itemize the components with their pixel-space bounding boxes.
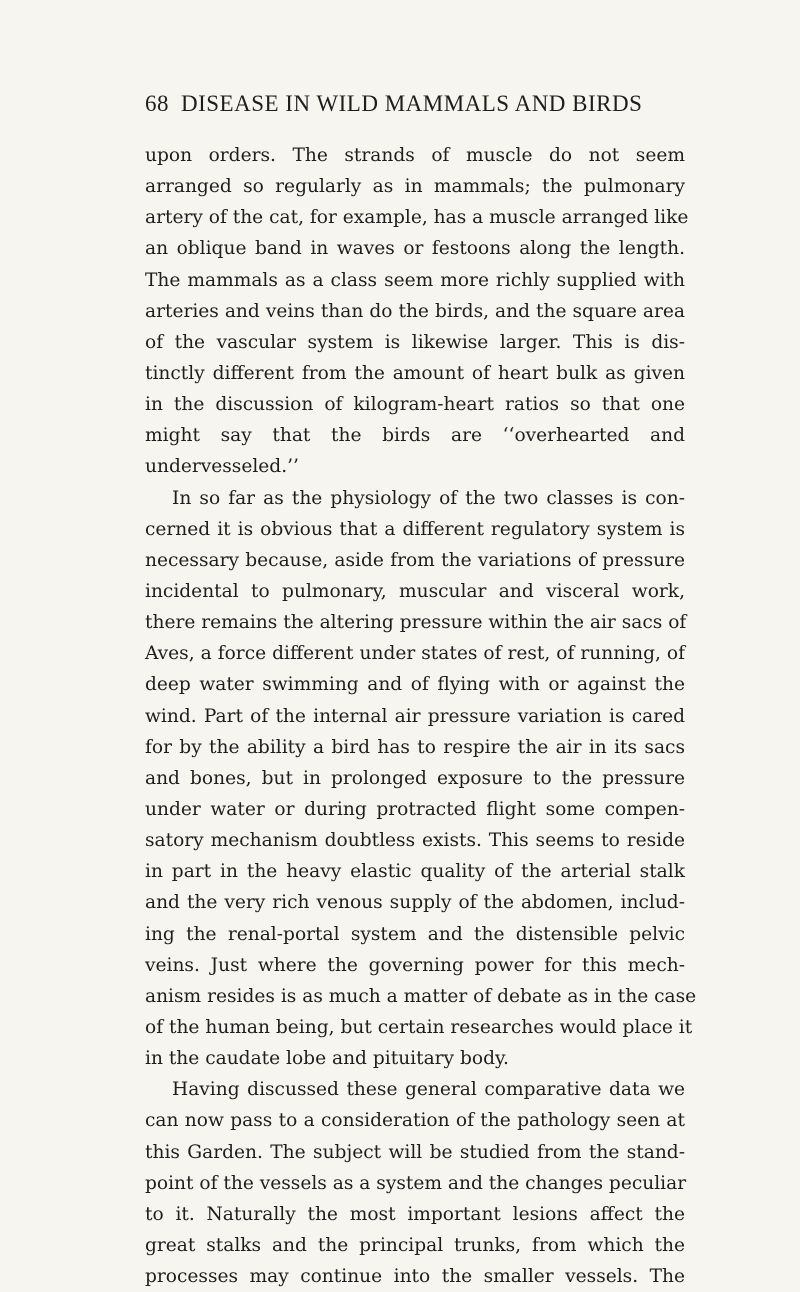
text-line: there remains the altering pressure within the air sacs of <box>145 612 687 634</box>
text-line: upon orders. The strands of muscle do not seem <box>145 145 685 166</box>
text-line: great stalks and the principal trunks, from which the <box>145 1234 685 1256</box>
text-line: under water or during protracted flight some compen- <box>145 798 685 820</box>
text-line: tinctly different from the amount of heart bulk as given <box>145 362 685 384</box>
text-line: in part in the heavy elastic quality of the arterial stalk <box>145 861 685 883</box>
paragraph-first-line: In so far as the physiology of the two classes is con- <box>172 487 685 509</box>
text-line: The mammals as a class seem more richly supplied with <box>145 269 685 291</box>
paragraph-first-line: Having discussed these general comparative data we <box>172 1079 685 1101</box>
text-line: in the discussion of kilogram-heart ratios so that one <box>145 394 685 416</box>
page-number: 68 <box>145 91 169 116</box>
text-line: for by the ability a bird has to respire the air in its sacs <box>145 736 685 758</box>
text-line: to it. Naturally the most important lesions affect the <box>145 1203 685 1225</box>
text-line: satory mechanism doubtless exists. This seems to reside <box>145 830 685 852</box>
text-line: an oblique band in waves or festoons along the length. <box>145 238 685 260</box>
text-line: necessary because, aside from the variations of pressure <box>145 549 685 571</box>
text-line: arteries and veins than do the birds, and the square area <box>145 300 685 322</box>
paragraph-last-line: in the caudate lobe and pituitary body. <box>145 1048 509 1070</box>
text-line: artery of the cat, for example, has a muscle arranged like <box>145 207 689 229</box>
text-line: cerned it is obvious that a different regulatory system is <box>145 518 685 540</box>
text-line: can now pass to a consideration of the pathology seen at <box>145 1110 685 1132</box>
text-line: of the human being, but certain researches would place it <box>145 1016 693 1038</box>
text-line: point of the vessels as a system and the changes peculiar <box>145 1172 687 1194</box>
text-line: anism resides is as much a matter of debate as in the case <box>145 985 697 1007</box>
text-line: and the very rich venous supply of the abdomen, includ- <box>145 892 685 914</box>
text-line: of the vascular system is likewise larger. This is dis- <box>145 331 685 353</box>
text-line: and bones, but in prolonged exposure to the pressure <box>145 767 685 789</box>
running-title: DISEASE IN WILD MAMMALS AND BIRDS <box>181 91 643 116</box>
text-line: Aves, a force different under states of rest, of running, of <box>145 643 685 665</box>
text-line: this Garden. The subject will be studied from the stand- <box>145 1141 685 1163</box>
text-line: incidental to pulmonary, muscular and visceral work, <box>145 580 685 602</box>
text-line: might say that the birds are ‘‘overhearted and <box>145 425 685 447</box>
text-line: arranged so regularly as in mammals; the pulmonary <box>145 176 685 198</box>
body-text <box>145 140 697 1292</box>
text-line: ing the renal-portal system and the distensible pelvic <box>145 923 685 945</box>
text-line: processes may continue into the smaller vessels. The <box>145 1266 685 1288</box>
text-line: deep water swimming and of flying with or against the <box>145 674 685 696</box>
paragraph-last-line: undervesseled.’’ <box>145 456 299 478</box>
text-line: veins. Just where the governing power for this mech- <box>145 954 685 976</box>
running-head <box>145 89 685 119</box>
text-line: wind. Part of the internal air pressure variation is cared <box>145 705 685 727</box>
